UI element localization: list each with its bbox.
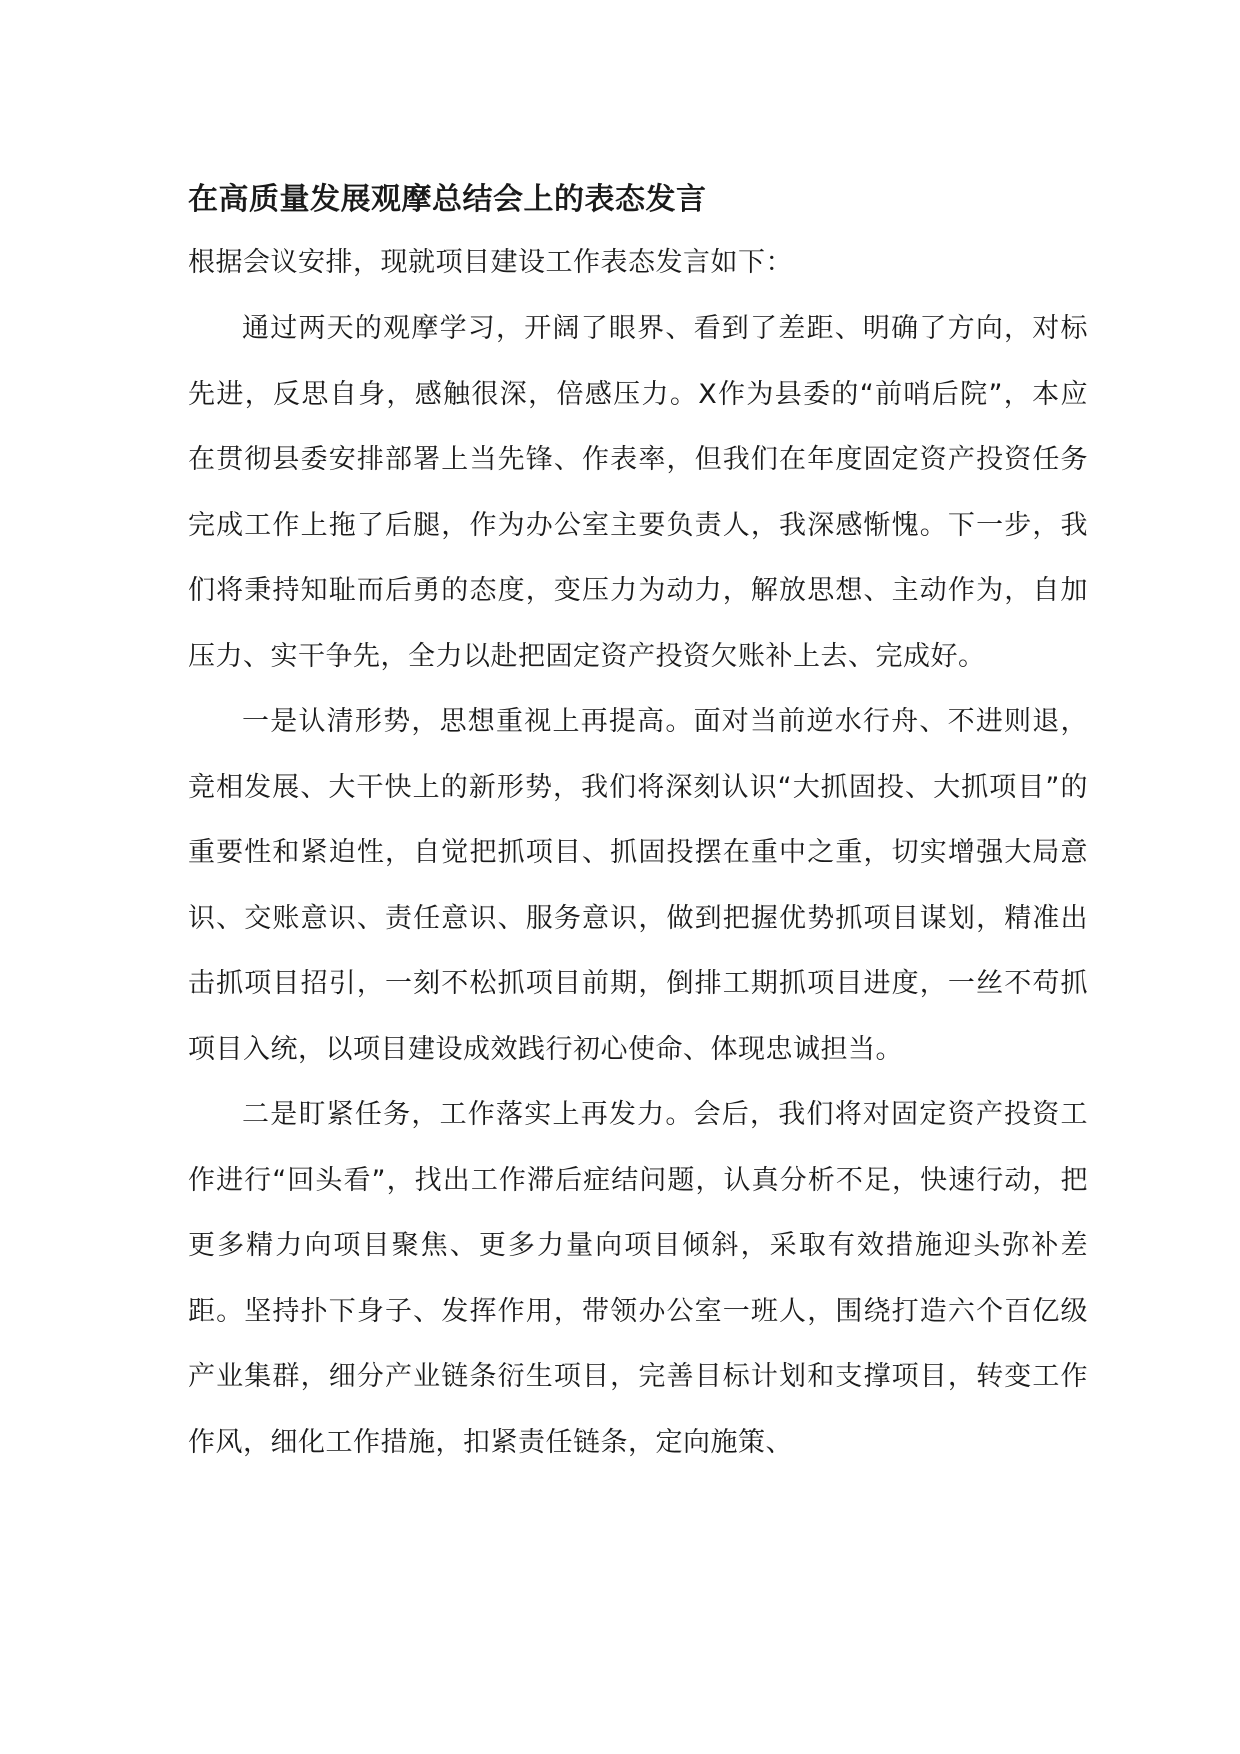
paragraph-1: 通过两天的观摩学习，开阔了眼界、看到了差距、明确了方向，对标先进，反思自身，感触很深，倍感压力。X作为县委的“前哨后院”，本应在贯彻县委安排部署上当先锋、作表率，但我们在年度固定资产投资任务完成工作上拖了后腿，作为办公室主要负责人，我深感惭愧。下一步，我们将秉持知耻而后勇的态度，变压力为动力，解放思想、主动作为，自加压力、实干争先，全力以赴把固定资产投资欠账补上去、完成好。 xyxy=(188,313,1088,672)
document-body xyxy=(188,170,1088,1475)
paragraph-3: 二是盯紧任务，工作落实上再发力。会后，我们将对固定资产投资工作进行“回头看”，找出工作滞后症结问题，认真分析不足，快速行动，把更多精力向项目聚焦、更多力量向项目倾斜，采取有效措施迎头弥补差距。坚持扑下身子、发挥作用，带领办公室一班人，围绕打造六个百亿级产业集群，细分产业链条衍生项目，完善目标计划和支撑项目，转变工作作风，细化工作措施，扣紧责任链条，定向施策、 xyxy=(188,1099,1088,1458)
paragraph-2: 一是认清形势，思想重视上再提高。面对当前逆水行舟、不进则退，竞相发展、大干快上的新形势，我们将深刻认识“大抓固投、大抓项目”的重要性和紧迫性，自觉把抓项目、抓固投摆在重中之重，切实增强大局意识、交账意识、责任意识、服务意识，做到把握优势抓项目谋划，精准出击抓项目招引，一刻不松抓项目前期，倒排工期抓项目进度，一丝不苟抓项目入统，以项目建设成效践行初心使命、体现忠诚担当。 xyxy=(188,706,1088,1065)
document-title: 在高质量发展观摩总结会上的表态发言 xyxy=(188,182,707,217)
intro-line: 根据会议安排，现就项目建设工作表态发言如下： xyxy=(188,247,793,278)
